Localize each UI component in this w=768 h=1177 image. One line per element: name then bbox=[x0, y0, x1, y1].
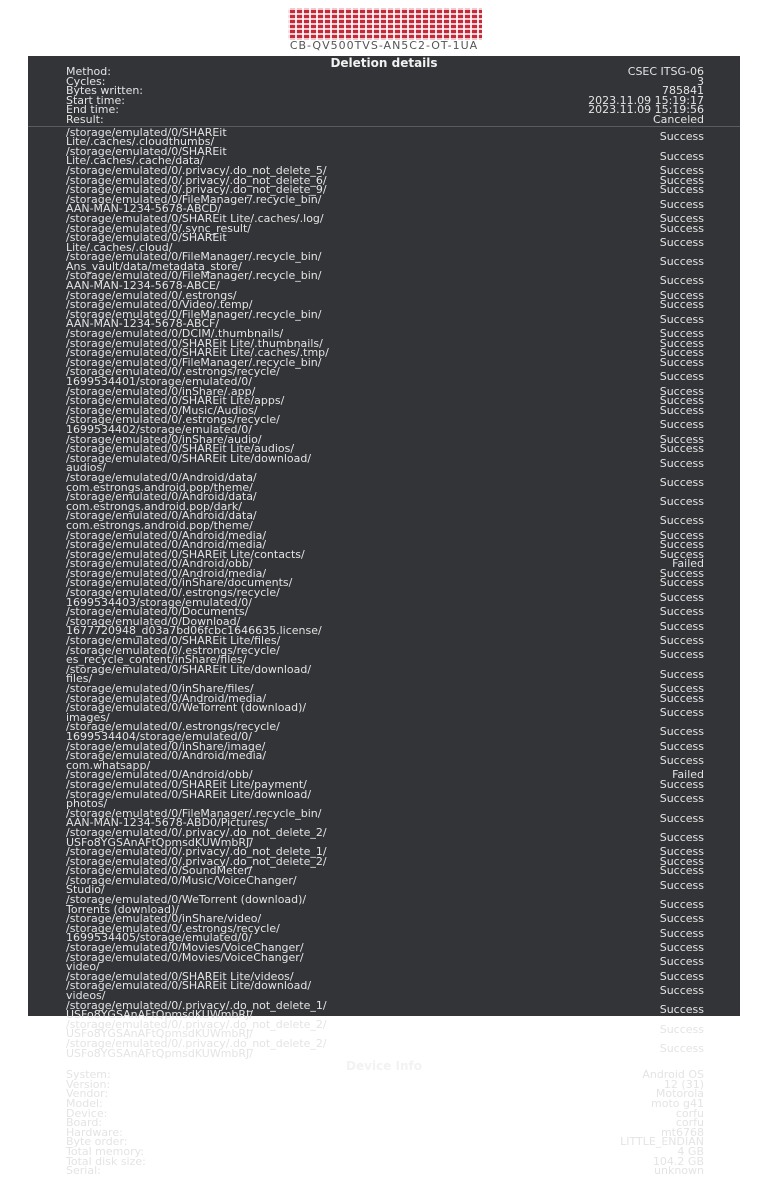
device-info-title: Device Info bbox=[346, 1059, 422, 1074]
status-text: Success bbox=[659, 494, 704, 508]
path-text: /storage/emulated/0/SHAREit Lite/files/ bbox=[66, 634, 281, 648]
path-text: /storage/emulated/0/FileManager/.recycle_bin/ AAN-MAN-1234-5678-ABCF/ bbox=[66, 307, 322, 331]
path-text: /storage/emulated/0/Android/media/ bbox=[66, 691, 267, 705]
vendor-value: Motorola bbox=[655, 1087, 704, 1101]
status-text: Success bbox=[659, 811, 704, 825]
path-text: /storage/emulated/0/Movies/VoiceChanger/ bbox=[66, 941, 304, 955]
start-time-label: Start time: bbox=[66, 93, 125, 107]
status-text: Success bbox=[659, 648, 704, 662]
status-text: Success bbox=[659, 255, 704, 269]
path-text: /storage/emulated/0/.estrongs/ bbox=[66, 288, 237, 302]
list-item bbox=[28, 1036, 740, 1060]
status-text: Success bbox=[659, 183, 704, 197]
status-text: Success bbox=[659, 475, 704, 489]
path-text: /storage/emulated/0/SHAREit Lite/download/ photos/ bbox=[66, 787, 312, 811]
path-text: /storage/emulated/0/Android/media/ bbox=[66, 538, 267, 552]
status-text: Success bbox=[659, 538, 704, 552]
status-text: Success bbox=[659, 197, 704, 211]
status-text: Success bbox=[659, 753, 704, 767]
path-text: /storage/emulated/0/.privacy/.do_not_delete_1/ USFo8YGSAnAFtQpmsdKUWmbRJ/ bbox=[66, 998, 327, 1022]
end-time-row bbox=[28, 105, 740, 115]
status-text: Success bbox=[659, 418, 704, 432]
status-text: Success bbox=[659, 442, 704, 456]
status-text: Success bbox=[659, 830, 704, 844]
path-text: /storage/emulated/0/WeTorrent (download)/ images/ bbox=[66, 701, 307, 724]
path-text: /storage/emulated/0/.privacy/.do_not_delete_2/ USFo8YGSAnAFtQpmsdKUWmbRJ/ bbox=[66, 1036, 327, 1060]
path-text: /storage/emulated/0/FileManager/.recycle_bin/ AAN-MAN-1234-5678-ABCD/ bbox=[66, 192, 322, 216]
status-text: Success bbox=[659, 235, 704, 249]
method-label: Method: bbox=[66, 65, 111, 78]
path-text: /storage/emulated/0/.privacy/.do_not_delete_2/ USFo8YGSAnAFtQpmsdKUWmbRJ/ bbox=[66, 825, 327, 849]
status-text: Success bbox=[659, 274, 704, 288]
status-text: Success bbox=[659, 566, 704, 580]
status-text: Success bbox=[659, 403, 704, 417]
path-text: /storage/emulated/0/DCIM/.thumbnails/ bbox=[66, 327, 284, 341]
device-value: corfu bbox=[675, 1106, 704, 1120]
status-text: Success bbox=[659, 777, 704, 791]
total-memory-label: Total memory: bbox=[66, 1144, 145, 1158]
status-text: Failed bbox=[672, 557, 704, 571]
system-label: System: bbox=[66, 1068, 111, 1082]
version-label: Version: bbox=[66, 1077, 111, 1091]
status-text: Success bbox=[659, 739, 704, 753]
status-text: Success bbox=[659, 528, 704, 542]
byte-order-label: Byte order: bbox=[66, 1135, 128, 1149]
status-text: Success bbox=[659, 163, 704, 177]
model-row bbox=[28, 1096, 740, 1110]
status-text: Success bbox=[659, 298, 704, 312]
status-text: Success bbox=[659, 432, 704, 446]
path-text: /storage/emulated/0/Android/data/ com.estrongs.android.pop/theme/ bbox=[66, 509, 257, 532]
status-text: Success bbox=[659, 384, 704, 398]
path-text: /storage/emulated/0/SHAREit Lite/contacts/ bbox=[66, 547, 305, 561]
path-text: /storage/emulated/0/FileManager/.recycle_bin/ AAN-MAN-1234-5678-ABD0/Pictures/ bbox=[66, 806, 322, 830]
path-text: /storage/emulated/0/FileManager/.recycle_bin/ bbox=[66, 355, 322, 369]
report-panel bbox=[28, 56, 740, 1177]
list-item bbox=[28, 367, 740, 386]
list-item bbox=[28, 643, 740, 667]
path-text: /storage/emulated/0/SHAREit Lite/.caches/.log/ bbox=[66, 211, 324, 225]
version-value: 12 (31) bbox=[663, 1077, 704, 1091]
path-text: /storage/emulated/0/SHAREit Lite/download/ files/ bbox=[66, 662, 312, 686]
path-text: /storage/emulated/0/SHAREit Lite/apps/ bbox=[66, 394, 285, 408]
status-text: Success bbox=[659, 1022, 704, 1036]
path-text: /storage/emulated/0/Android/data/ com.estrongs.android.pop/theme/ bbox=[66, 470, 257, 494]
disk-size-row bbox=[28, 1154, 740, 1168]
path-text: /storage/emulated/0/Download/ 1677720948_d03a7bd06fcbc1646635.license/ bbox=[66, 614, 322, 638]
path-text: /storage/emulated/0/.privacy/.do_not_delete_5/ bbox=[66, 163, 327, 177]
path-text: /storage/emulated/0/Android/obb/ bbox=[66, 768, 253, 782]
status-text: Success bbox=[659, 370, 704, 384]
list-item bbox=[28, 125, 740, 149]
vendor-label: Vendor: bbox=[66, 1087, 109, 1101]
cycles-value: 3 bbox=[697, 74, 704, 88]
path-text: /storage/emulated/0/Music/Audios/ bbox=[66, 403, 258, 417]
status-text: Success bbox=[659, 941, 704, 955]
path-text: /storage/emulated/0/.privacy/.do_not_delete_9/ bbox=[66, 183, 327, 197]
path-text: /storage/emulated/0/.estrongs/recycle/ 1699534405/storage/emulated/0/ bbox=[66, 921, 280, 945]
status-text: Success bbox=[659, 355, 704, 369]
list-item bbox=[28, 950, 740, 974]
byte-order-value: LITTLE_ENDIAN bbox=[620, 1135, 704, 1149]
path-text: /storage/emulated/0/Android/media/ bbox=[66, 566, 267, 580]
status-text: Success bbox=[659, 955, 704, 969]
path-text: /storage/emulated/0/.privacy/.do_not_delete_1/ bbox=[66, 845, 327, 859]
status-text: Success bbox=[659, 547, 704, 561]
serial-label: Serial: bbox=[66, 1164, 101, 1177]
model-label: Model: bbox=[66, 1096, 103, 1110]
path-text: /storage/emulated/0/SHAREit Lite/download/ videos/ bbox=[66, 979, 312, 1002]
path-text: /storage/emulated/0/.estrongs/recycle/ es_recycle_content/inShare/files/ bbox=[66, 643, 280, 667]
path-text: /storage/emulated/0/.privacy/.do_not_delete_2/ bbox=[66, 854, 327, 868]
start-time-value: 2023.11.09 15:19:17 bbox=[588, 93, 704, 107]
path-text: /storage/emulated/0/inShare/video/ bbox=[66, 912, 262, 926]
status-text: Success bbox=[659, 691, 704, 705]
path-text: /storage/emulated/0/.estrongs/recycle/ 1699534402/storage/emulated/0/ bbox=[66, 413, 280, 436]
status-text: Success bbox=[659, 845, 704, 859]
status-text: Success bbox=[659, 605, 704, 619]
status-text: Success bbox=[659, 725, 704, 739]
system-row bbox=[28, 1070, 740, 1080]
path-text: /storage/emulated/0/Android/media/ com.whatsapp/ bbox=[66, 749, 267, 772]
path-text: /storage/emulated/0/inShare/files/ bbox=[66, 682, 254, 695]
status-text: Success bbox=[659, 705, 704, 719]
result-value: Canceled bbox=[652, 112, 704, 126]
qr-code bbox=[288, 8, 482, 40]
list-item bbox=[28, 269, 740, 293]
path-text: /storage/emulated/0/SHAREit Lite/.caches/.cloud/ bbox=[66, 231, 227, 254]
list-item bbox=[28, 511, 740, 530]
model-value: moto g41 bbox=[651, 1096, 704, 1110]
path-text: /storage/emulated/0/FileManager/.recycle_bin/ AAN-MAN-1234-5678-ABCE/ bbox=[66, 269, 322, 293]
hardware-value: mt6768 bbox=[660, 1125, 704, 1139]
serial-row bbox=[28, 1166, 740, 1176]
result-row bbox=[28, 112, 740, 126]
status-text: Success bbox=[659, 634, 704, 648]
status-text: Success bbox=[659, 336, 704, 350]
method-row bbox=[28, 67, 740, 77]
version-row bbox=[28, 1077, 740, 1091]
status-text: Success bbox=[659, 667, 704, 681]
device-row bbox=[28, 1106, 740, 1120]
total-memory-value: 4 GB bbox=[677, 1144, 704, 1158]
status-text: Success bbox=[659, 456, 704, 470]
path-text: /storage/emulated/0/Android/data/ com.estrongs.android.pop/dark/ bbox=[66, 490, 257, 513]
status-text: Success bbox=[659, 514, 704, 528]
path-text: /storage/emulated/0/.estrongs/recycle/ 1699534401/storage/emulated/0/ bbox=[66, 365, 280, 388]
path-text: /storage/emulated/0/SHAREit Lite/.caches/.cloudthumbs/ bbox=[66, 125, 227, 149]
path-text: /storage/emulated/0/SHAREit Lite/.caches/.tmp/ bbox=[66, 346, 329, 360]
status-text: Success bbox=[659, 211, 704, 225]
list-item bbox=[28, 998, 740, 1022]
status-text: Success bbox=[659, 864, 704, 878]
status-text: Success bbox=[659, 590, 704, 604]
status-text: Success bbox=[659, 1041, 704, 1055]
end-time-value: 2023.11.09 15:19:56 bbox=[588, 103, 704, 117]
path-text: /storage/emulated/0/Documents/ bbox=[66, 605, 249, 619]
path-text: /storage/emulated/0/.privacy/.do_not_delete_6/ bbox=[66, 173, 327, 187]
path-text: /storage/emulated/0/Video/.temp/ bbox=[66, 298, 253, 312]
list-item bbox=[28, 787, 740, 811]
status-text: Success bbox=[659, 173, 704, 187]
path-text: /storage/emulated/0/.estrongs/recycle/ 1699534403/storage/emulated/0/ bbox=[66, 586, 280, 609]
status-text: Success bbox=[659, 327, 704, 341]
path-text: /storage/emulated/0/FileManager/.recycle_bin/ Ans_vault/data/metadata_store/ bbox=[66, 250, 322, 273]
deletion-details-title: Deletion details bbox=[330, 56, 438, 70]
path-text: /storage/emulated/0/SHAREit Lite/payment/ bbox=[66, 777, 307, 791]
hardware-label: Hardware: bbox=[66, 1125, 123, 1139]
status-text: Success bbox=[659, 221, 704, 235]
deleted-paths-list bbox=[28, 125, 740, 1060]
system-value: Android OS bbox=[642, 1068, 704, 1082]
status-text: Success bbox=[659, 682, 704, 695]
path-text: /storage/emulated/0/inShare/documents/ bbox=[66, 576, 293, 590]
board-row bbox=[28, 1118, 740, 1128]
document-id: CB-QV500TVS-AN5C2-OT-1UA bbox=[289, 39, 479, 52]
result-label: Result: bbox=[66, 112, 104, 126]
end-time-label: End time: bbox=[66, 103, 119, 117]
board-label: Board: bbox=[66, 1116, 103, 1130]
path-text: /storage/emulated/0/SHAREit Lite/audios/ bbox=[66, 442, 295, 456]
method-value: CSEC ITSG-06 bbox=[627, 65, 704, 78]
status-text: Success bbox=[659, 619, 704, 633]
path-text: /storage/emulated/0/.estrongs/recycle/ 1699534404/storage/emulated/0/ bbox=[66, 720, 280, 743]
status-text: Failed bbox=[672, 768, 704, 782]
device-label: Device: bbox=[66, 1106, 108, 1120]
status-text: Success bbox=[659, 346, 704, 360]
status-text: Success bbox=[659, 969, 704, 983]
path-text: /storage/emulated/0/Movies/VoiceChanger/ video/ bbox=[66, 950, 304, 974]
list-item bbox=[28, 415, 740, 434]
bytes-label: Bytes written: bbox=[66, 84, 144, 98]
status-text: Success bbox=[659, 926, 704, 940]
path-text: /storage/emulated/0/.sync_result/ bbox=[66, 221, 252, 235]
status-text: Success bbox=[659, 288, 704, 302]
path-text: /storage/emulated/0/inShare/audio/ bbox=[66, 432, 262, 446]
path-text: /storage/emulated/0/inShare/.app/ bbox=[66, 384, 256, 398]
disk-size-label: Total disk size: bbox=[66, 1154, 146, 1168]
bytes-value: 785841 bbox=[662, 84, 704, 98]
status-text: Success bbox=[659, 897, 704, 911]
status-text: Success bbox=[659, 984, 704, 998]
path-text: /storage/emulated/0/inShare/image/ bbox=[66, 739, 266, 753]
path-text: /storage/emulated/0/Android/media/ bbox=[66, 528, 267, 542]
status-text: Success bbox=[659, 1003, 704, 1017]
cycles-label: Cycles: bbox=[66, 74, 106, 88]
path-text: /storage/emulated/0/SHAREit Lite/videos/ bbox=[66, 969, 294, 983]
disk-size-value: 104.2 GB bbox=[652, 1154, 704, 1168]
serial-value: unknown bbox=[654, 1164, 704, 1177]
status-text: Success bbox=[659, 130, 704, 144]
path-text: /storage/emulated/0/SHAREit Lite/download/ audios/ bbox=[66, 451, 312, 475]
path-text: /storage/emulated/0/SHAREit Lite/.caches/.cache/data/ bbox=[66, 144, 227, 168]
status-text: Success bbox=[659, 312, 704, 326]
list-item bbox=[28, 722, 740, 741]
status-text: Success bbox=[659, 912, 704, 926]
status-text: Success bbox=[659, 878, 704, 892]
vendor-row bbox=[28, 1089, 740, 1099]
path-text: /storage/emulated/0/Music/VoiceChanger/ Studio/ bbox=[66, 873, 297, 897]
path-text: /storage/emulated/0/SHAREit Lite/.thumbnails/ bbox=[66, 336, 323, 350]
path-text: /storage/emulated/0/Android/obb/ bbox=[66, 557, 253, 571]
status-text: Success bbox=[659, 854, 704, 868]
path-text: /storage/emulated/0/.privacy/.do_not_delete_2/ USFo8YGSAnAFtQpmsdKUWmbRJ/ bbox=[66, 1017, 327, 1041]
status-text: Success bbox=[659, 792, 704, 806]
status-text: Success bbox=[659, 149, 704, 163]
status-text: Success bbox=[659, 394, 704, 408]
status-text: Success bbox=[659, 576, 704, 590]
path-text: /storage/emulated/0/WeTorrent (download)/ Torrents (download)/ bbox=[66, 893, 307, 916]
path-text: /storage/emulated/0/SoundMeter/ bbox=[66, 864, 253, 878]
list-item bbox=[28, 981, 740, 1000]
board-value: corfu bbox=[675, 1116, 704, 1130]
